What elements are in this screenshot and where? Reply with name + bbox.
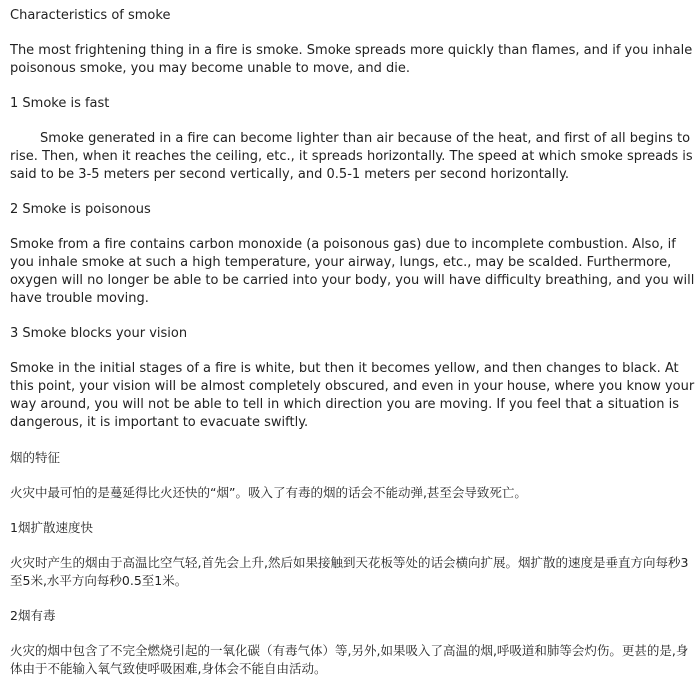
zh-section-heading: 1烟扩散速度快 — [10, 520, 93, 535]
section-heading: 2 Smoke is poisonous — [10, 202, 151, 217]
zh-section-paragraph: 火灾的烟中包含了不完全燃烧引起的一氧化碳（有毒气体）等,另外,如果吸入了高温的烟,呼吸道和肺等会灼伤。更甚的是,身体由于不能输入氧气致使呼吸困难,身体会不能自由活动。 — [10, 643, 689, 676]
section-paragraph: Smoke from a fire contains carbon monoxide (a poisonous gas) due to incomplete combustion. Also, if you inhale smoke at such a high temperature, your airway, lungs, etc., may be scalded. Furthermore, oxygen will no longer be able to be carried into your body, you will have difficulty breathing, and you will have trouble moving. — [10, 237, 695, 306]
section-paragraph: Smoke generated in a fire can become lighter than air because of the heat, and first of all begins to rise. Then, when it reaches the ceiling, etc., it spreads horizontally. The speed at which smoke spreads is said to be 3-5 meters per second vertically, and 0.5-1 meters per second horizontally. — [10, 131, 693, 182]
zh-title: 烟的特征 — [10, 450, 61, 465]
document-title: Characteristics of smoke — [10, 8, 171, 23]
section-heading: 3 Smoke blocks your vision — [10, 326, 188, 341]
document-body — [10, 7, 696, 678]
zh-section-paragraph: 火灾时产生的烟由于高温比空气轻,首先会上升,然后如果接触到天花板等处的话会横向扩展。烟扩散的速度是垂直方向每秒3至5米,水平方向每秒0.5至1米。 — [10, 555, 689, 588]
zh-intro-paragraph: 火灾中最可怕的是蔓延得比火还快的“烟”。吸入了有毒的烟的话会不能动弹,甚至会导致死亡。 — [10, 485, 527, 500]
section-paragraph: Smoke in the initial stages of a fire is white, but then it becomes yellow, and then changes to black. At this point, your vision will be almost completely obscured, and even in your house, where you know your way around, you will not be able to tell in which direction you are moving. If you feel that a situation is dangerous, it is important to evacuate swiftly. — [10, 361, 695, 430]
intro-paragraph: The most frightening thing in a fire is smoke. Smoke spreads more quickly than flames, and if you inhale poisonous smoke, you may become unable to move, and die. — [10, 43, 693, 76]
zh-section-heading: 2烟有毒 — [10, 608, 56, 623]
section-heading: 1 Smoke is fast — [10, 96, 110, 111]
